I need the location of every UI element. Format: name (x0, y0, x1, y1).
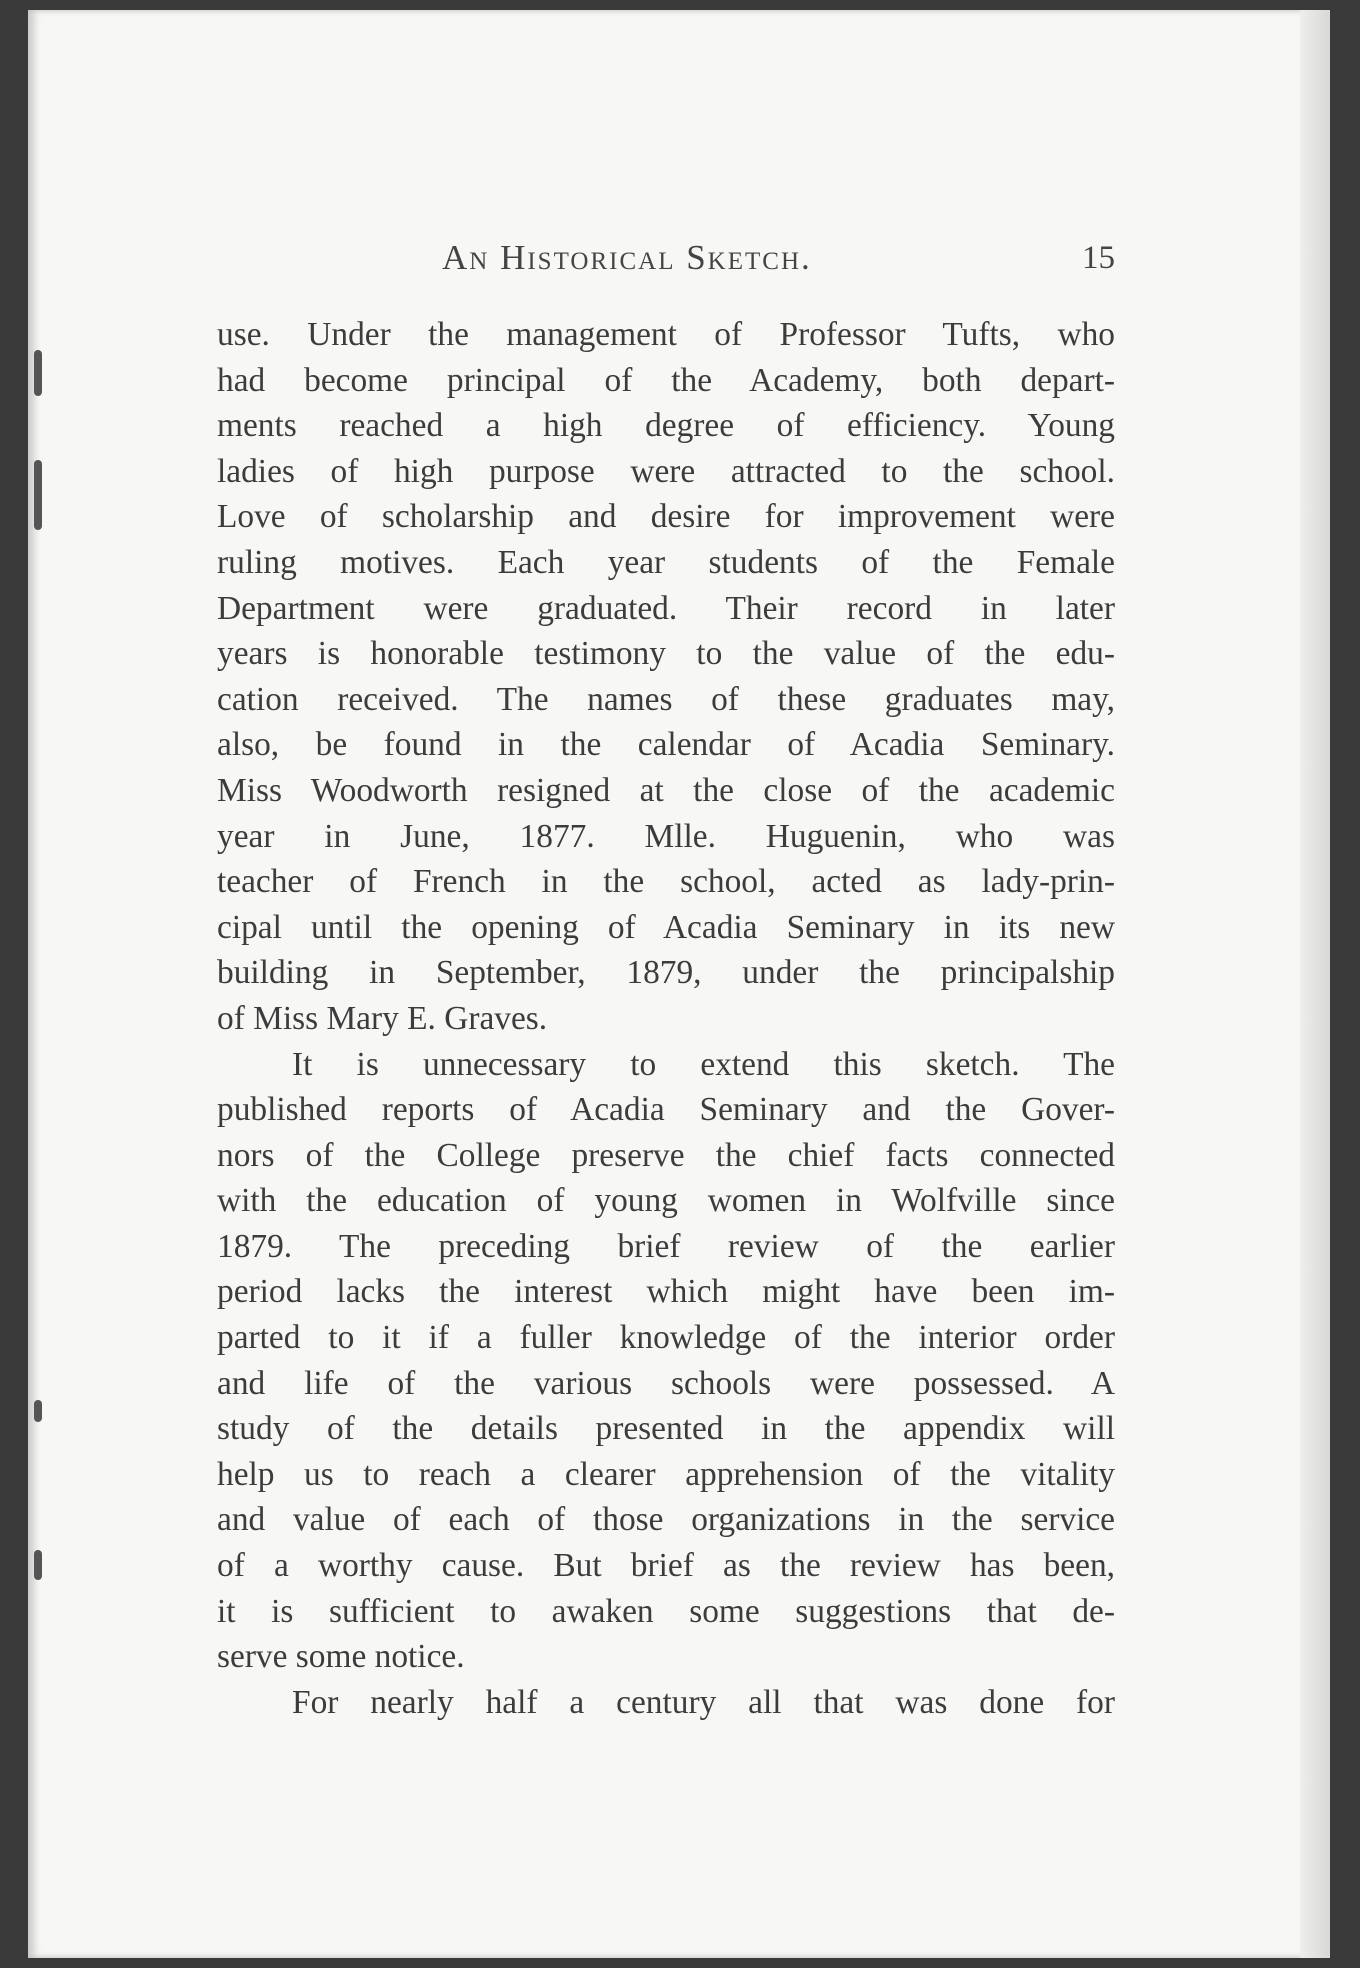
text-line: cipal until the opening of Acadia Seminary in its new (217, 908, 1115, 946)
text-line: Love of scholarship and desire for improvement were (217, 498, 1115, 536)
text-line: with the education of young women in Wolfville since (217, 1182, 1115, 1220)
text-line: of a worthy cause. But brief as the review has been, (217, 1547, 1115, 1585)
paragraph-end-line: of Miss Mary E. Graves. (217, 999, 548, 1037)
text-line: also, be found in the calendar of Acadia Seminary. (217, 726, 1115, 764)
binding-mark (34, 460, 42, 530)
text-line: 1879. The preceding brief review of the earlier (217, 1227, 1115, 1265)
text-line: ladies of high purpose were attracted to the school. (217, 452, 1115, 490)
running-title: An Historical Sketch. (442, 238, 812, 277)
binding-mark (34, 1400, 42, 1422)
paragraph-start-line: For nearly half a century all that was done for (292, 1683, 1115, 1721)
text-line: parted to it if a fuller knowledge of the interior order (217, 1319, 1115, 1357)
page-header (217, 238, 1115, 286)
paragraph-start-line: It is unnecessary to extend this sketch. The (292, 1045, 1115, 1083)
text-line: Department were graduated. Their record in later (217, 589, 1115, 627)
binding-mark (34, 350, 42, 396)
text-line: ruling motives. Each year students of the Female (217, 543, 1115, 581)
text-line: year in June, 1877. Mlle. Huguenin, who was (217, 817, 1115, 855)
binding-mark (34, 1550, 42, 1580)
text-line: published reports of Acadia Seminary and the Gover- (217, 1091, 1115, 1129)
text-line: ments reached a high degree of efficiency. Young (217, 407, 1115, 445)
text-line: use. Under the management of Professor Tufts, who (217, 316, 1115, 353)
body-text (217, 312, 1115, 1725)
page-number: 15 (1082, 240, 1115, 276)
page-edge (1300, 10, 1330, 1958)
text-line: help us to reach a clearer apprehension of the vitality (217, 1455, 1115, 1493)
paragraph-end-line: serve some notice. (217, 1638, 465, 1676)
text-line: years is honorable testimony to the value of the edu- (217, 635, 1115, 673)
text-line: building in September, 1879, under the principalship (217, 954, 1115, 992)
text-line: nors of the College preserve the chief facts connected (217, 1136, 1115, 1174)
text-line: and life of the various schools were possessed. A (217, 1364, 1115, 1402)
text-line: period lacks the interest which might have been im- (217, 1273, 1115, 1311)
text-line: and value of each of those organizations in the service (217, 1501, 1115, 1539)
text-line: had become principal of the Academy, both depart- (217, 361, 1115, 399)
text-line: study of the details presented in the appendix will (217, 1410, 1115, 1448)
text-line: teacher of French in the school, acted as lady-prin- (217, 863, 1115, 901)
text-line: it is sufficient to awaken some suggestions that de- (217, 1592, 1115, 1630)
text-line: cation received. The names of these graduates may, (217, 680, 1115, 718)
text-line: Miss Woodworth resigned at the close of the academic (217, 771, 1115, 809)
